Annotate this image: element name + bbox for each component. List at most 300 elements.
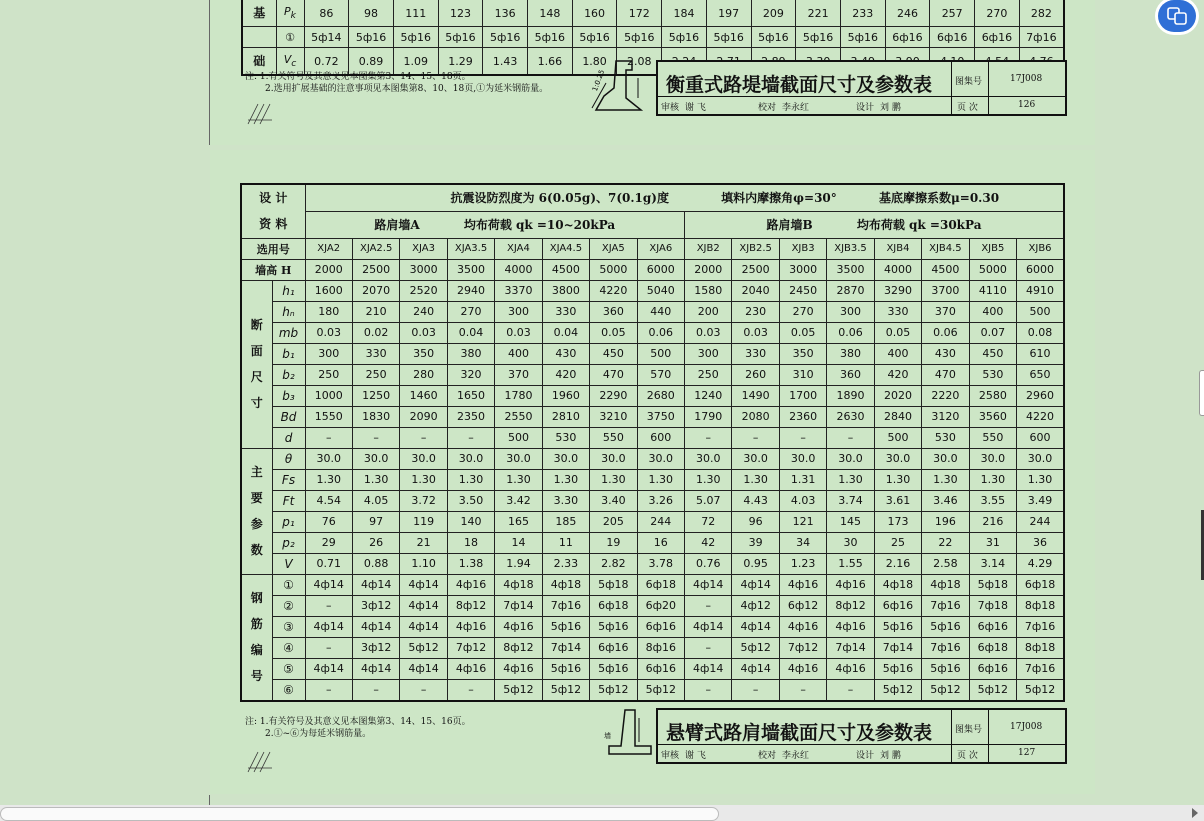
table-cell: – <box>827 427 874 448</box>
table-cell: 0.07 <box>969 322 1016 343</box>
row-symbol: b₃ <box>272 385 305 406</box>
symbol-subscript: k <box>290 10 296 22</box>
table-cell: 5ф12 <box>969 679 1016 701</box>
height-cell: 4000 <box>874 259 921 280</box>
table-cell: 5ф16 <box>840 27 885 48</box>
group-char: 主 <box>250 465 263 479</box>
table-cell: 30.0 <box>305 448 352 469</box>
row-symbol: b₂ <box>272 364 305 385</box>
row-symbol: ④ <box>272 637 305 658</box>
model-cell: XJA4.5 <box>542 238 589 259</box>
page-label: 页 次 <box>957 751 978 761</box>
table-cell: 5ф16 <box>483 27 528 48</box>
atlas-label: 图集号 <box>955 725 983 735</box>
table-cell: – <box>400 679 447 701</box>
check-label: 校对 <box>758 751 777 761</box>
table-cell: 360 <box>827 364 874 385</box>
table-cell: 1.94 <box>495 553 542 574</box>
table-cell: 160 <box>572 0 617 27</box>
table-cell: 5ф18 <box>969 574 1016 595</box>
table-cell: 500 <box>1017 301 1064 322</box>
table-cell: 500 <box>874 427 921 448</box>
model-cell: XJA5 <box>590 238 637 259</box>
table-cell: 1600 <box>305 280 352 301</box>
table-cell: 3700 <box>922 280 969 301</box>
table-cell: – <box>305 679 352 701</box>
table-cell: 4ф14 <box>305 616 352 637</box>
table-cell: 5ф16 <box>528 27 573 48</box>
table-cell: 1830 <box>352 406 399 427</box>
table-cell: 30.0 <box>400 448 447 469</box>
wall-b-label: 路肩墙B <box>766 218 813 232</box>
table-row <box>241 343 1064 364</box>
table-cell: 2.16 <box>874 553 921 574</box>
table-cell: 1580 <box>685 280 732 301</box>
model-cell: XJB5 <box>969 238 1016 259</box>
table-cell: 4ф16 <box>495 616 542 637</box>
table-cell: 5ф16 <box>922 616 969 637</box>
table-cell: 240 <box>400 301 447 322</box>
table-row <box>241 679 1064 701</box>
table-cell: 1.55 <box>827 553 874 574</box>
table-cell: 4ф16 <box>447 616 494 637</box>
table-cell: 30.0 <box>495 448 542 469</box>
table-cell: 3.74 <box>827 490 874 511</box>
table-cell: 0.72 <box>304 48 349 76</box>
table-cell: – <box>400 427 447 448</box>
table-cell: 30.0 <box>542 448 589 469</box>
check-label: 校对 <box>758 103 777 113</box>
table-cell: 300 <box>495 301 542 322</box>
designer-name: 刘 鹏 <box>880 751 901 761</box>
table-cell: 6ф12 <box>779 595 826 616</box>
table-row <box>242 27 1064 48</box>
table-cell: 1.30 <box>922 469 969 490</box>
table-cell: 550 <box>590 427 637 448</box>
table-cell: 4ф18 <box>495 574 542 595</box>
table-cell: 4ф14 <box>685 658 732 679</box>
table-cell: 0.95 <box>732 553 779 574</box>
table-cell: 5.07 <box>685 490 732 511</box>
table-cell: 3.61 <box>874 490 921 511</box>
table-cell: 16 <box>637 532 684 553</box>
table-cell: 0.05 <box>874 322 921 343</box>
table-cell: 5ф16 <box>874 658 921 679</box>
table-cell: 196 <box>922 511 969 532</box>
note-line: 注: 1.有关符号及其意义见本图集第3、14、15、16页。 <box>245 717 471 727</box>
table-cell: 3.49 <box>1017 490 1064 511</box>
height-cell: 5000 <box>969 259 1016 280</box>
table-cell: – <box>685 637 732 658</box>
table-cell: 8ф12 <box>495 637 542 658</box>
table-cell: 7ф16 <box>1017 616 1064 637</box>
table-cell: 3560 <box>969 406 1016 427</box>
table-cell: 0.03 <box>305 322 352 343</box>
seismic-intensity: 抗震设防烈度为 6(0.05g)、7(0.1g)度 <box>450 191 669 206</box>
table-cell: 7ф16 <box>1017 658 1064 679</box>
table-cell: 4ф14 <box>400 616 447 637</box>
table-cell: 4ф16 <box>447 658 494 679</box>
table-row <box>241 490 1064 511</box>
table-cell: 4ф14 <box>732 574 779 595</box>
group-char: 数 <box>250 543 263 557</box>
table-cell: 246 <box>885 0 930 27</box>
table-cell: 6ф16 <box>969 658 1016 679</box>
model-cell: XJB3 <box>779 238 826 259</box>
table-cell: 121 <box>779 511 826 532</box>
table-cell: 1700 <box>779 385 826 406</box>
table-cell: 1.30 <box>1017 469 1064 490</box>
table-cell: 0.03 <box>685 322 732 343</box>
table-cell: 4ф14 <box>352 574 399 595</box>
table-cell: 5ф16 <box>572 27 617 48</box>
table-cell: 119 <box>400 511 447 532</box>
table-cell: 2550 <box>495 406 542 427</box>
drawing-title: 衡重式路堤墙截面尺寸及参数表 <box>666 74 933 96</box>
table-cell: 72 <box>685 511 732 532</box>
review-label: 审核 <box>661 103 680 113</box>
height-cell: 4000 <box>495 259 542 280</box>
table-cell: 530 <box>922 427 969 448</box>
wall-section-sketch <box>586 58 656 114</box>
row-symbol: p₂ <box>272 532 305 553</box>
table-cell: 8ф12 <box>827 595 874 616</box>
group-char: 筋 <box>250 617 263 631</box>
table-row <box>241 574 1064 595</box>
table-cell: 4.03 <box>779 490 826 511</box>
table-cell: 7ф14 <box>874 637 921 658</box>
design-data-label <box>241 184 305 238</box>
row-symbol: Bd <box>272 406 305 427</box>
row-symbol: ③ <box>272 616 305 637</box>
model-label: 选用号 <box>241 238 305 259</box>
height-cell: 5000 <box>590 259 637 280</box>
table-cell: 1.30 <box>590 469 637 490</box>
row-symbol: V <box>272 553 305 574</box>
table-cell: – <box>305 595 352 616</box>
table-cell: 4110 <box>969 280 1016 301</box>
table-cell: 5ф16 <box>590 658 637 679</box>
table-cell: 1.30 <box>637 469 684 490</box>
svg-text:墙: 墙 <box>604 732 611 740</box>
table-cell: 18 <box>447 532 494 553</box>
table-row <box>241 637 1064 658</box>
table-cell: 4ф14 <box>685 616 732 637</box>
table-cell: 2070 <box>352 280 399 301</box>
title-block-127 <box>656 708 1067 764</box>
table-cell: 2040 <box>732 280 779 301</box>
table-cell: 2840 <box>874 406 921 427</box>
table-cell: 3750 <box>637 406 684 427</box>
model-cell: XJA2.5 <box>352 238 399 259</box>
table-row <box>241 406 1064 427</box>
table-cell: 185 <box>542 511 589 532</box>
table-row <box>241 280 1064 301</box>
table-cell: 1790 <box>685 406 732 427</box>
table-cell: 11 <box>542 532 589 553</box>
table-cell: 244 <box>637 511 684 532</box>
table-cell: – <box>352 679 399 701</box>
table-cell: 1.38 <box>447 553 494 574</box>
table-cell: 1.30 <box>305 469 352 490</box>
table-cell: 172 <box>617 0 662 27</box>
table-cell: 233 <box>840 0 885 27</box>
table-cell: 0.88 <box>352 553 399 574</box>
table-cell: – <box>732 679 779 701</box>
table-cell: 5ф16 <box>542 616 589 637</box>
table-cell: 30.0 <box>922 448 969 469</box>
table-cell: 1250 <box>352 385 399 406</box>
table-cell: 0.76 <box>685 553 732 574</box>
group-char: 断 <box>250 318 263 332</box>
table-cell: 4.54 <box>305 490 352 511</box>
table-cell: 4.29 <box>1017 553 1064 574</box>
table-cell: 6ф16 <box>590 637 637 658</box>
table-cell: 600 <box>637 427 684 448</box>
table-cell: 0.06 <box>922 322 969 343</box>
group-label: 础 <box>242 48 276 76</box>
table-cell: 300 <box>685 343 732 364</box>
table-cell: 6ф16 <box>975 27 1020 48</box>
table-cell: 1.66 <box>528 48 573 76</box>
table-cell: 3.26 <box>637 490 684 511</box>
row-symbol: ⑥ <box>272 679 305 701</box>
design-label-line: 设 计 <box>259 191 288 206</box>
height-cell: 4500 <box>542 259 589 280</box>
model-cell: XJB6 <box>1017 238 1064 259</box>
table-cell: 2090 <box>400 406 447 427</box>
table-cell: 2.82 <box>590 553 637 574</box>
table-cell: 173 <box>874 511 921 532</box>
model-cell: XJB2.5 <box>732 238 779 259</box>
table-cell: 6ф18 <box>1017 574 1064 595</box>
height-cell: 2000 <box>305 259 352 280</box>
model-cell: XJA3 <box>400 238 447 259</box>
row-symbol <box>276 0 304 27</box>
table-cell: 350 <box>400 343 447 364</box>
table-cell: 25 <box>874 532 921 553</box>
table-cell: 5ф16 <box>590 616 637 637</box>
table-cell: 0.03 <box>495 322 542 343</box>
model-cell: XJA6 <box>637 238 684 259</box>
table-cell: 8ф16 <box>637 637 684 658</box>
height-cell: 3500 <box>827 259 874 280</box>
table-cell: 430 <box>922 343 969 364</box>
table-cell: 4220 <box>1017 406 1064 427</box>
table-cell: 0.06 <box>637 322 684 343</box>
table-cell: 3.46 <box>922 490 969 511</box>
design-label: 设计 <box>856 751 875 761</box>
table-cell: 4ф16 <box>779 658 826 679</box>
symbol-text: ① <box>285 30 295 44</box>
row-symbol: b₁ <box>272 343 305 364</box>
group-char: 要 <box>250 491 263 505</box>
table-cell: 400 <box>874 343 921 364</box>
table-cell: 420 <box>874 364 921 385</box>
table-cell: 2870 <box>827 280 874 301</box>
table-cell: 530 <box>969 364 1016 385</box>
table-cell: 1.30 <box>495 469 542 490</box>
table-cell: 0.02 <box>352 322 399 343</box>
main-notes <box>245 716 471 740</box>
table-cell: 184 <box>662 0 707 27</box>
table-cell: 7ф16 <box>542 595 589 616</box>
table-row <box>241 301 1064 322</box>
table-cell: 6ф20 <box>637 595 684 616</box>
table-cell: 7ф16 <box>922 637 969 658</box>
table-cell: 400 <box>969 301 1016 322</box>
model-cell: XJB4.5 <box>922 238 969 259</box>
table-cell: 123 <box>438 0 483 27</box>
translate-button[interactable] <box>1158 0 1196 32</box>
height-cell: 6000 <box>637 259 684 280</box>
table-cell: 4ф16 <box>779 616 826 637</box>
table-cell: 530 <box>542 427 589 448</box>
table-cell: 250 <box>352 364 399 385</box>
side-panel-handle[interactable] <box>1199 370 1204 416</box>
group-char: 尺 <box>250 370 263 384</box>
translate-icon <box>1167 7 1187 25</box>
table-cell: 30.0 <box>1017 448 1064 469</box>
model-cell: XJA3.5 <box>447 238 494 259</box>
table-cell: 2.58 <box>922 553 969 574</box>
note-line: 2.选用扩展基础的注意事项见本图集第8、10、18页,①为延米钢筋量。 <box>265 84 549 94</box>
scrollbar-thumb[interactable] <box>0 807 719 821</box>
table-cell: 4ф18 <box>874 574 921 595</box>
table-cell: 5ф16 <box>874 616 921 637</box>
table-cell: 280 <box>400 364 447 385</box>
table-cell: 0.08 <box>1017 322 1064 343</box>
table-cell: 6ф16 <box>885 27 930 48</box>
table-cell: 7ф14 <box>495 595 542 616</box>
table-cell: 6ф16 <box>969 616 1016 637</box>
table-cell: 1000 <box>305 385 352 406</box>
table-cell: 1890 <box>827 385 874 406</box>
table-cell: 7ф14 <box>542 637 589 658</box>
table-cell: 30.0 <box>352 448 399 469</box>
row-symbol: ⑤ <box>272 658 305 679</box>
table-cell: 1.30 <box>352 469 399 490</box>
table-cell: 14 <box>495 532 542 553</box>
table-cell: 0.89 <box>349 48 394 76</box>
table-cell: 2360 <box>779 406 826 427</box>
group-char: 号 <box>250 669 263 683</box>
table-cell: 4ф16 <box>827 658 874 679</box>
group-label <box>241 280 272 448</box>
table-cell: 2350 <box>447 406 494 427</box>
svg-text:1:0.25: 1:0.25 <box>590 68 607 93</box>
table-cell: 1.43 <box>483 48 528 76</box>
table-cell: 148 <box>528 0 573 27</box>
table-cell: 6ф18 <box>637 574 684 595</box>
chevron-right-icon[interactable] <box>1192 808 1198 818</box>
note-line: 2.①~⑥为每延米钢筋量。 <box>265 729 372 739</box>
table-cell: 1.23 <box>779 553 826 574</box>
table-cell: 0.06 <box>827 322 874 343</box>
table-cell: 3120 <box>922 406 969 427</box>
scribble-mark <box>246 100 276 128</box>
table-cell: 0.03 <box>732 322 779 343</box>
table-cell: 650 <box>1017 364 1064 385</box>
table-cell: 5ф18 <box>590 574 637 595</box>
table-cell: 5ф16 <box>393 27 438 48</box>
table-cell: 270 <box>779 301 826 322</box>
table-cell: 3.14 <box>969 553 1016 574</box>
table-cell: 8ф18 <box>1017 637 1064 658</box>
table-cell: 500 <box>495 427 542 448</box>
height-cell: 2000 <box>685 259 732 280</box>
table-cell: 1.30 <box>400 469 447 490</box>
table-cell: – <box>779 679 826 701</box>
table-cell: 1460 <box>400 385 447 406</box>
table-cell: 5ф16 <box>706 27 751 48</box>
table-cell: 7ф14 <box>827 637 874 658</box>
table-row <box>241 322 1064 343</box>
checker-name: 李永红 <box>782 751 810 761</box>
group-label: 基 <box>242 0 276 27</box>
table-cell: 0.71 <box>305 553 352 574</box>
group-label <box>241 448 272 574</box>
table-cell: 270 <box>975 0 1020 27</box>
table-cell: – <box>779 427 826 448</box>
table-cell: 3.30 <box>542 490 589 511</box>
table-cell: 2.08 <box>617 48 662 76</box>
table-cell: 4910 <box>1017 280 1064 301</box>
table-cell: 330 <box>732 343 779 364</box>
table-cell: 29 <box>305 532 352 553</box>
table-cell: 39 <box>732 532 779 553</box>
table-cell: 30.0 <box>827 448 874 469</box>
table-cell: 8ф18 <box>1017 595 1064 616</box>
table-cell: 210 <box>352 301 399 322</box>
table-cell: 5ф12 <box>1017 679 1064 701</box>
table-cell: 330 <box>542 301 589 322</box>
table-cell: 4ф18 <box>922 574 969 595</box>
row-symbol: hₙ <box>272 301 305 322</box>
checker-name: 李永红 <box>782 103 810 113</box>
table-cell: 0.04 <box>542 322 589 343</box>
table-cell: 2.33 <box>542 553 589 574</box>
table-cell: – <box>685 679 732 701</box>
table-cell: 1.30 <box>827 469 874 490</box>
table-cell: 4ф18 <box>542 574 589 595</box>
table-cell: 1.30 <box>542 469 589 490</box>
table-cell: 5ф16 <box>751 27 796 48</box>
table-cell: 197 <box>706 0 751 27</box>
group-char: 编 <box>250 643 263 657</box>
scribble-mark <box>246 748 276 776</box>
table-cell: 21 <box>400 532 447 553</box>
table-cell: 5ф12 <box>922 679 969 701</box>
table-cell: 380 <box>447 343 494 364</box>
table-cell: 250 <box>305 364 352 385</box>
table-cell: 4ф14 <box>685 574 732 595</box>
table-cell: 550 <box>969 427 1016 448</box>
wall-a-label: 路肩墙A <box>374 218 420 232</box>
atlas-number: 17J008 <box>1010 74 1043 84</box>
table-cell: 30.0 <box>779 448 826 469</box>
page-number: 127 <box>1018 748 1036 758</box>
fill-friction-angle: 填料内摩擦角φ=30° <box>721 191 837 206</box>
height-cell: 2500 <box>352 259 399 280</box>
table-cell: 1490 <box>732 385 779 406</box>
table-cell: 5040 <box>637 280 684 301</box>
table-cell: 2220 <box>922 385 969 406</box>
table-cell: 1.10 <box>400 553 447 574</box>
table-cell: 300 <box>827 301 874 322</box>
table-cell: 4.43 <box>732 490 779 511</box>
designer-name: 刘 鹏 <box>880 103 901 113</box>
